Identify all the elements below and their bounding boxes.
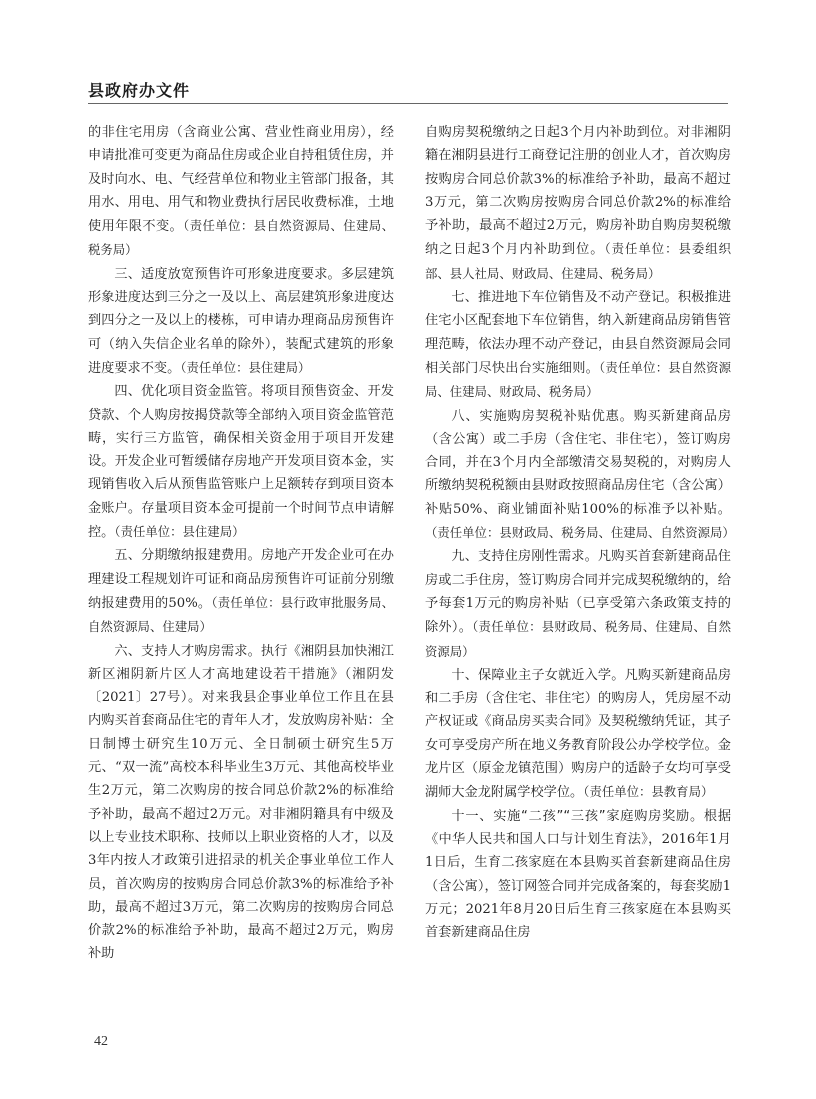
paragraph-6-continued [425,121,731,286]
clause-heading: 三、适度放宽预售许可形象进度要求。 [114,266,341,282]
paragraph-text: 根据《中华人民共和国人口与计划生育法》，2016年1月1日后，生育二孩家庭在本县购买首套新建商品住房（含公寓），签订网签合同并完成备案的，每套奖励1万元；2021年8月20日后生育三孩家庭在本县购买首套新建商品住房 [425,808,732,941]
responsible-units: （责任单位：县自然资源局、住建局、税务局） [88,218,394,258]
paragraph-6 [88,640,394,966]
document-header-title: 县政府办文件 [88,81,191,100]
responsible-units: （责任单位：县住建局） [114,524,245,540]
responsible-units: （责任单位：县住建局） [180,359,311,375]
paragraph-continued [88,121,394,263]
responsible-units: （责任单位：县委组织部、县人社局、财政局、住建局、税务局） [425,241,731,281]
left-column [88,121,394,966]
clause-heading: 十、保障业主子女就近入学。 [451,667,625,683]
paragraph-11 [425,805,731,945]
page-number: 42 [94,1034,108,1049]
paragraph-text: 将项目预售资金、开发贷款、个人购房按揭贷款等全部纳入项目资金监管范畴，实行三方监管，确保相关资金用于项目开发建设。开发企业可暂缓储存房地产开发项目资本金，实现销售收入后从预售监管账户上足额转存到项目资本金账户。存量项目资本金可提前一个时间节点申请解控。 [88,384,394,541]
paragraph-text: 自购房契税缴纳之日起3个月内补助到位。对非湘阴籍在湘阴县进行工商登记注册的创业人才，首次购房按购房合同总价款3%的标准给予补助，最高不超过3万元，第二次购房按购房合同总价款2%的标准给予补助，最高不超过2万元，购房补助自购房契税缴纳之日起3个月内补助到位。 [425,125,731,258]
paragraph-text: 购买新建商品房（含公寓）或二手房（含住宅、非住宅），签订购房合同，并在3个月内全部缴清交易契税的，对购房人所缴纳契税税额由县财政按照商品房住宅（含公寓）补贴50%、商业铺面补贴100%的标准予以补贴。 [425,408,732,517]
paragraph-7 [425,286,731,404]
paragraph-3 [88,263,394,380]
paragraph-4 [88,380,394,544]
paragraph-text: 房地产开发企业可在办理建设工程规划许可证和商品房预售许可证前分别缴纳报建费用的50%。 [88,548,394,611]
responsible-units: （责任单位：县财政局、税务局、住建局、自然资源局） [425,525,735,541]
clause-heading: 九、支持住房刚性需求。 [451,549,598,565]
paragraph-9 [425,545,731,663]
clause-heading: 五、分期缴纳报建费用。 [114,548,261,564]
responsible-units: （责任单位：县财政局、税务局、住建局、自然资源局） [425,619,731,659]
responsible-units: （责任单位：县行政审批服务局、自然资源局、住建局） [88,594,394,635]
paragraph-10 [425,664,731,805]
right-column [425,121,735,944]
header-divider [88,103,728,104]
paragraph-8 [425,405,735,546]
paragraph-text: 凡购买首套新建商品住房或二手住房，签订购房合同并完成契税缴纳的，给予每套1万元的购房补贴（已享受第六条政策支持的除外）。 [425,549,731,636]
paragraph-text: 积极推进住宅小区配套地下车位销售，纳入新建商品房销售管理范畴，依法办理不动产登记，由县自然资源局会同相关部门尽快出台实施细则。 [425,290,732,376]
clause-heading: 六、支持人才购房需求。 [114,643,261,659]
clause-heading: 四、优化项目资金监管。 [114,384,261,400]
paragraph-text: 凡购买新建商品房和二手房（含住宅、非住宅）的购房人，凭房屋不动产权证或《商品房买卖合同》及契税缴纳凭证，其子女可享受房产所在地义务教育阶段公办学校学位。金龙片区（原金龙镇范围）购房户的适龄子女均可享受湖师大金龙附属学校学位。 [425,667,732,801]
clause-heading: 七、推进地下车位销售及不动产登记。 [451,290,678,306]
paragraph-5 [88,544,394,639]
clause-heading: 十一、实施“二孩”“三孩”家庭购房奖励。 [451,808,704,824]
paragraph-text: 的非住宅用房（含商业公寓、营业性商业用房），经申请批准可变更为商品住房或企业自持租赁住房，并及时向水、电、气经营单位和物业主管部门报备，其用水、用电、用气和物业费执行居民收费标准，土地使用年限不变。 [88,125,394,235]
paragraph-text: 执行《湘阴县加快湘江新区湘阴新片区人才高地建设若干措施》（湘阴发〔2021〕27号）。对来我县企事业单位工作且在县内购买首套商品住宅的青年人才，发放购房补贴：全日制博士研究生10万元、全日制硕士研究生5万元、“双一流”高校本科毕业生3万元、其他高校毕业生2万元，第二次购房的按合同总价款2%的标准给予补助，最高不超过2万元。对非湘阴籍具有中级及以上专业技术职称、技师以上职业资格的人才，以及3年内按人才政策引进招录的机关企事业单位工作人员，首次购房的按购房合同总价款3%的标准给予补助，最高不超过3万元，第二次购房的按购房合同总价款2%的标准给予补助，最高不超过2万元，购房补助 [88,643,394,962]
clause-heading: 八、实施购房契税补贴优惠。 [451,408,634,424]
responsible-units: （责任单位：县教育局） [583,784,714,800]
paragraph-text: 多层建筑形象进度达到三分之一及以上、高层建筑形象进度达到四分之一及以上的楼栋，可申请办理商品房预售许可（纳入失信企业名单的除外），装配式建筑的形象进度要求不变。 [88,266,395,376]
responsible-units: （责任单位：县自然资源局、住建局、财政局、税务局） [425,359,732,400]
